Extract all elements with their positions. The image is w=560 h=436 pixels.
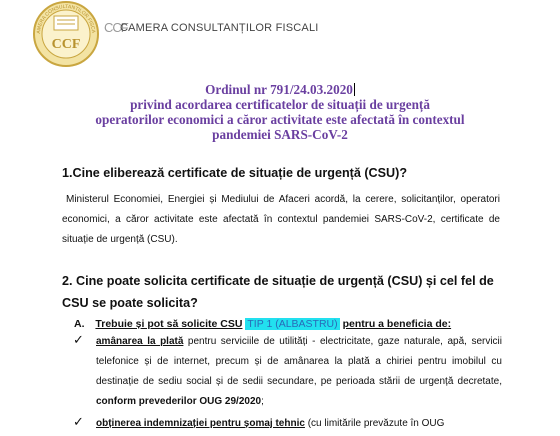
item-a-text-before: Trebuie și pot să solicite CSU <box>95 318 243 330</box>
bullet-1-tail: conform prevederilor OUG 29/2020 <box>96 396 262 407</box>
bullet-2-lead: obținerea indemnizației pentru șomaj tehnic <box>96 418 305 429</box>
answer-1-paragraph: Ministerul Economiei, Energiei și Mediului de Afaceri acordă, la cerere, solicitanților, operatori economici, a căror activitate este afectată în contextul pandemiei SARS-CoV-2, certificate de situație de urgență (CSU). <box>62 194 500 245</box>
text-cursor <box>354 83 355 96</box>
item-a-letter: A. <box>74 318 85 330</box>
bullet-2-text: (cu limitările prevăzute în OUG <box>304 418 445 429</box>
bullet-1-end: ; <box>261 396 264 407</box>
svg-text:CCF: CCF <box>51 37 81 52</box>
title-line-4: pandemiei SARS-CoV-2 <box>212 127 348 142</box>
title-line-3: operatorilor economici a căror activitate este afectată în contextul <box>95 112 465 127</box>
document-title <box>60 82 500 142</box>
list-item-a <box>74 318 451 330</box>
ccf-logo <box>32 0 100 68</box>
logo-ring-text: AMERA CONSULTANȚILOR FISCA <box>35 3 97 34</box>
checkmark-icon: ✓ <box>73 333 84 348</box>
question-1-heading: 1.Cine eliberează certificate de situație de urgență (CSU)? <box>62 166 408 180</box>
organization-name: CAMERA CONSULTANȚILOR FISCALI <box>120 22 319 34</box>
bullet-1-lead: amânarea la plată <box>96 336 184 347</box>
bullet-item-2 <box>96 414 502 434</box>
logo-mark: CCF <box>104 20 128 35</box>
item-a-highlight: TIP 1 (ALBASTRU) <box>247 318 338 330</box>
title-line-2: privind acordarea certificatelor de situații de urgență <box>130 97 430 112</box>
bullet-1-text: pentru serviciile de utilități - electricitate, gaze naturale, apă, servicii telefonice și de internet, precum și de amânarea la plată a chiriei pentru imobilul cu destinație de sediu social și de sedii secundare, pe perioada stării de urgență decretate, <box>96 336 502 387</box>
title-line-1: Ordinul nr 791/24.03.2020 <box>205 82 353 97</box>
item-a-text-after: pentru a beneficia de: <box>342 318 452 330</box>
question-2-heading: 2. Cine poate solicita certificate de situație de urgență (CSU) și cel fel de CSU se poate solicita? <box>62 274 494 310</box>
bullet-item-1 <box>96 332 502 412</box>
checkmark-icon: ✓ <box>73 415 84 430</box>
